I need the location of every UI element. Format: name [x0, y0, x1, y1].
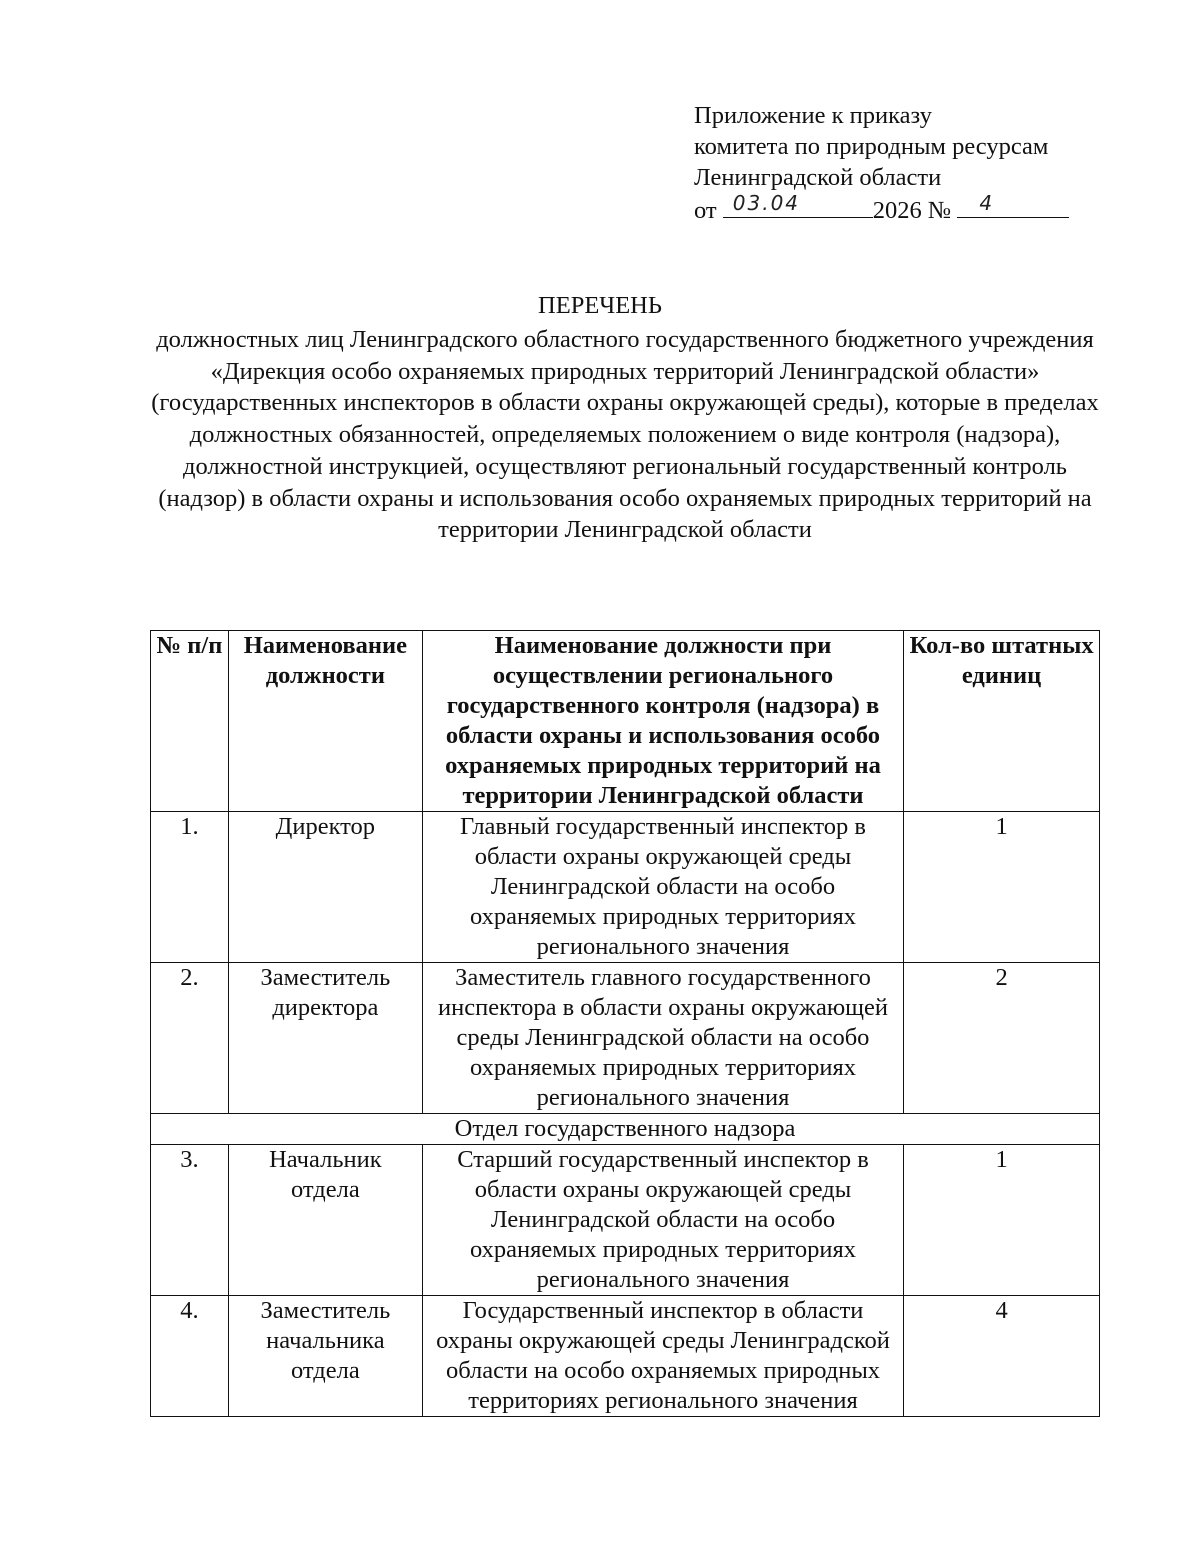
table-row: [151, 963, 1100, 1114]
appendix-line-2: комитета по природным ресурсам: [694, 133, 1049, 160]
table-row: [151, 1145, 1100, 1296]
table-header-row: [151, 631, 1100, 812]
row-position: Директор: [228, 812, 422, 963]
table-row: [151, 812, 1100, 963]
row-staff-count: 4: [904, 1296, 1100, 1417]
appendix-line-1: Приложение к приказу: [694, 102, 932, 129]
date-fill-line: [723, 193, 873, 218]
appendix-line-3: Ленинградской области: [694, 164, 942, 191]
number-fill-line: [957, 193, 1069, 218]
header-number: № п/п: [151, 631, 229, 812]
date-prefix: от: [694, 197, 717, 224]
document-title: ПЕРЕЧЕНЬ: [538, 292, 662, 319]
handwritten-number: 4: [979, 191, 995, 215]
row-inspector-position: Старший государственный инспектор в области охраны окружающей среды Ленинградской области на особо охраняемых природных территориях регионального значения: [422, 1145, 903, 1296]
officials-table: [150, 630, 1100, 1417]
row-position: Начальник отдела: [228, 1145, 422, 1296]
header-position: Наименование должности: [228, 631, 422, 812]
header-inspector-position: Наименование должности при осуществлении регионального государственного контроля (надзора) в области охраны и использования особо охраняемых природных территорий на территории Ленинградской области: [422, 631, 903, 812]
row-staff-count: 1: [904, 812, 1100, 963]
row-number: 1.: [151, 812, 229, 963]
appendix-block: [694, 100, 1114, 226]
row-staff-count: 2: [904, 963, 1100, 1114]
row-number: 2.: [151, 963, 229, 1114]
row-inspector-position: Заместитель главного государственного инспектора в области охраны окружающей среды Ленинградской области на особо охраняемых природных территориях регионального значения: [422, 963, 903, 1114]
row-inspector-position: Государственный инспектор в области охраны окружающей среды Ленинградской области на особо охраняемых природных территориях регионального значения: [422, 1296, 903, 1417]
table-row: [151, 1296, 1100, 1417]
document-subtitle: должностных лиц Ленинградского областного государственного бюджетного учреждения «Дирекция особо охраняемых природных территорий Ленинградской области» (государственных инспекторов в области охраны окружающей среды), которые в пределах должностных обязанностей, определяемых положением о виде контроля (надзора), должностной инструкцией, осуществляют региональный государственный контроль (надзор) в области охраны и использования особо охраняемых природных территорий на территории Ленинградской области: [151, 326, 1099, 544]
handwritten-date: 03.04: [732, 191, 801, 215]
section-row: [151, 1114, 1100, 1145]
header-staff-count: Кол-во штатных единиц: [904, 631, 1100, 812]
row-number: 4.: [151, 1296, 229, 1417]
row-inspector-position: Главный государственный инспектор в области охраны окружающей среды Ленинградской области на особо охраняемых природных территориях регионального значения: [422, 812, 903, 963]
appendix-date-line: [694, 193, 1114, 226]
section-title: Отдел государственного надзора: [151, 1114, 1100, 1145]
row-position: Заместитель директора: [228, 963, 422, 1114]
row-staff-count: 1: [904, 1145, 1100, 1296]
row-position: Заместитель начальника отдела: [228, 1296, 422, 1417]
row-number: 3.: [151, 1145, 229, 1296]
year-and-number-label: 2026 №: [872, 197, 952, 224]
